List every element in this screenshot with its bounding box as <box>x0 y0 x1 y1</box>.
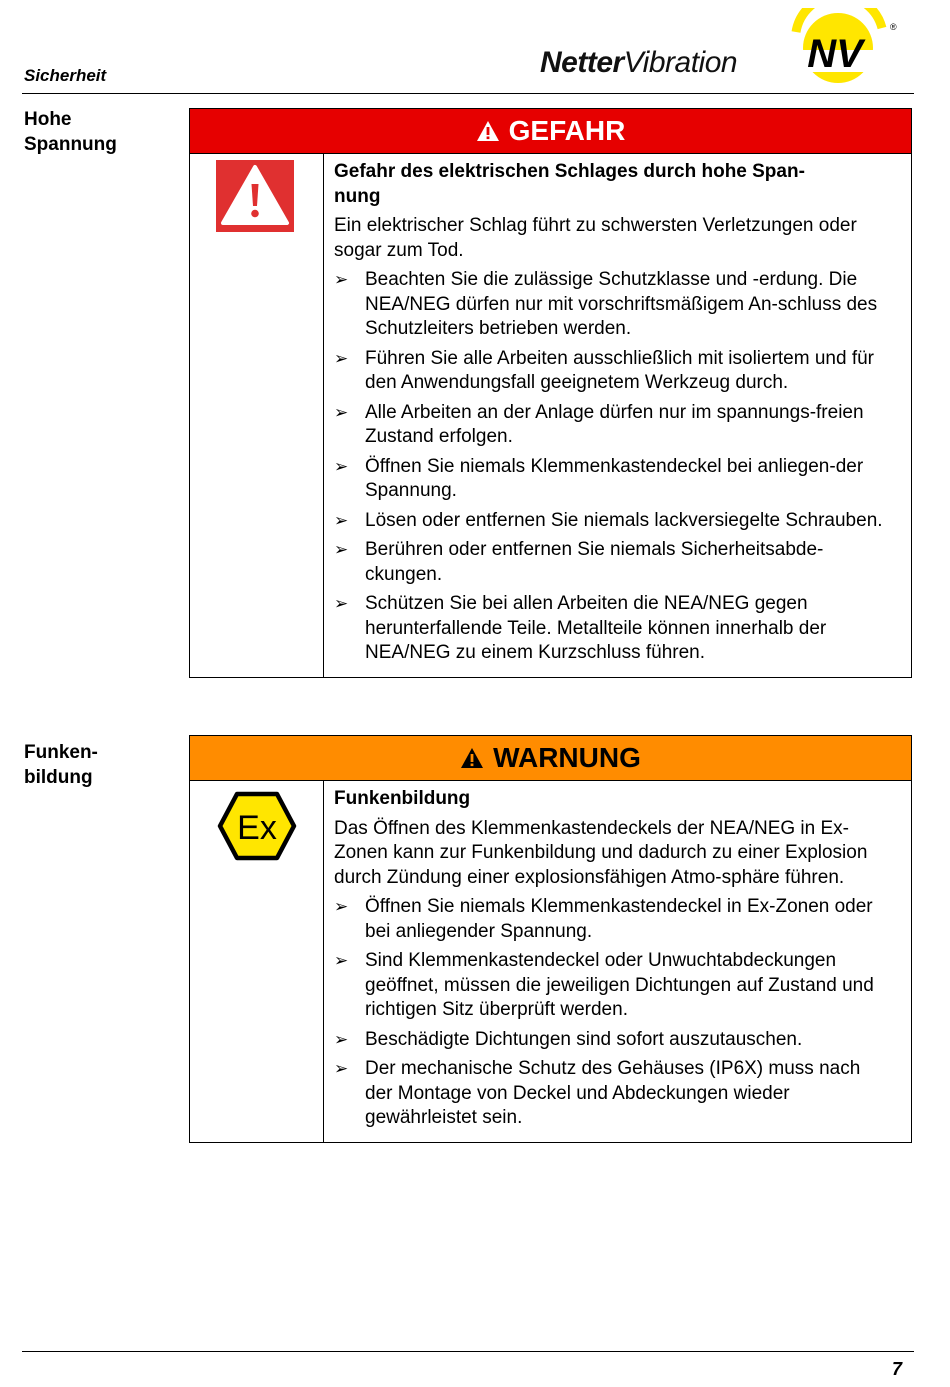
danger-header <box>190 109 911 154</box>
list-item-text: Schützen Sie bei allen Arbeiten die NEA/NEG gegen herunterfallende Teile. Metallteile können innerhalb der NEA/NEG zu einem Kurzschluss führen. <box>365 593 827 663</box>
danger-text <box>324 154 911 677</box>
registered-mark: ® <box>890 22 897 32</box>
danger-icon-column <box>190 154 324 677</box>
list-item-text: Alle Arbeiten an der Anlage dürfen nur im spannungs-freien Zustand erfolgen. <box>365 401 864 447</box>
warning-header <box>190 736 911 781</box>
bullet-arrow-icon: ➢ <box>334 456 349 476</box>
brand-name-light: Vibration <box>623 46 738 79</box>
warning-triangle-icon <box>476 120 500 142</box>
bullet-arrow-icon: ➢ <box>334 540 349 559</box>
bullet-arrow-icon: ➢ <box>334 897 349 916</box>
list-item <box>334 1057 893 1131</box>
danger-title: Gefahr des elektrischen Schlages durch hohe Span- nung <box>334 161 805 207</box>
list-item <box>334 949 893 1023</box>
list-item-text: Berühren oder entfernen Sie niemals Sicherheitsabde-ckungen. <box>365 539 824 585</box>
bullet-arrow-icon: ➢ <box>334 951 349 970</box>
bullet-arrow-icon: ➢ <box>334 402 349 422</box>
ex-explosion-icon <box>217 791 297 861</box>
list-item <box>334 1028 893 1053</box>
header-divider <box>22 93 914 94</box>
warning-title: Funkenbildung <box>334 788 471 809</box>
list-item-text: Beachten Sie die zulässige Schutzklasse und -erdung. Die NEA/NEG dürfen nur mit vorschriftsmäßigem An-schluss des Schutzleiters betrieben werden. <box>365 269 878 339</box>
warning-text <box>324 781 911 1142</box>
signal-word-warning: WARNUNG <box>493 742 641 773</box>
footer-divider <box>22 1351 914 1352</box>
bullet-arrow-icon: ➢ <box>334 1029 349 1049</box>
warning-bullet-list <box>334 895 893 1131</box>
bullet-arrow-icon: ➢ <box>334 348 349 368</box>
danger-box <box>189 108 912 678</box>
list-item <box>334 347 893 396</box>
bullet-arrow-icon: ➢ <box>334 510 349 530</box>
list-item-text: Öffnen Sie niemals Klemmenkastendeckel in Ex-Zonen oder bei anliegender Spannung. <box>365 896 873 942</box>
list-item-text: Lösen oder entfernen Sie niemals lackversiegelte Schrauben. <box>365 509 883 531</box>
list-item <box>334 592 893 666</box>
danger-warning-sign-icon <box>216 160 294 232</box>
bullet-arrow-icon: ➢ <box>334 270 349 289</box>
page-number: 7 <box>891 1359 902 1379</box>
list-item-text: Öffnen Sie niemals Klemmenkastendeckel bei anliegen-der Spannung. <box>365 455 864 501</box>
list-item <box>334 509 893 534</box>
list-item <box>334 538 893 587</box>
signal-word-danger: GEFAHR <box>508 115 626 146</box>
nv-logo <box>782 8 898 84</box>
brand-name-bold: Netter <box>540 46 624 79</box>
list-item-text: Beschädigte Dichtungen sind sofort auszutauschen. <box>365 1028 803 1050</box>
danger-intro: Ein elektrischer Schlag führt zu schwersten Verletzungen oder sogar zum Tod. <box>334 215 857 261</box>
warning-icon-column <box>190 781 324 1142</box>
ex-icon-text: Ex <box>237 809 277 847</box>
list-item-text: Der mechanische Schutz des Gehäuses (IP6X) muss nach der Montage von Deckel und Abdeckungen wieder gewährleistet sein. <box>365 1058 861 1128</box>
list-item <box>334 895 893 944</box>
side-label-sparks: Funken- bildung <box>24 742 98 788</box>
list-item <box>334 268 893 342</box>
bullet-arrow-icon: ➢ <box>334 594 349 613</box>
warning-box <box>189 735 912 1143</box>
list-item <box>334 455 893 504</box>
bullet-arrow-icon: ➢ <box>334 1059 349 1078</box>
warning-triangle-icon <box>460 747 484 769</box>
list-item-text: Sind Klemmenkastendeckel oder Unwuchtabdeckungen geöffnet, müssen die jeweiligen Dichtungen auf Zustand und richtigen Sitz überprüft werden. <box>365 950 874 1020</box>
brand-name <box>540 46 737 80</box>
section-title: Sicherheit <box>24 66 107 85</box>
list-item <box>334 401 893 450</box>
danger-bullet-list <box>334 268 893 666</box>
logo-text: NV <box>807 32 863 76</box>
list-item-text: Führen Sie alle Arbeiten ausschließlich mit isoliertem und für den Anwendungsfall geeignetem Werkzeug durch. <box>365 347 875 393</box>
warning-intro: Das Öffnen des Klemmenkastendeckels der NEA/NEG in Ex-Zonen kann zur Funkenbildung und dadurch zu einer Explosion durch Zündung einer explosionsfähigen Atmo-sphäre führen. <box>334 817 868 888</box>
side-label-high-voltage: Hohe Spannung <box>24 109 117 155</box>
